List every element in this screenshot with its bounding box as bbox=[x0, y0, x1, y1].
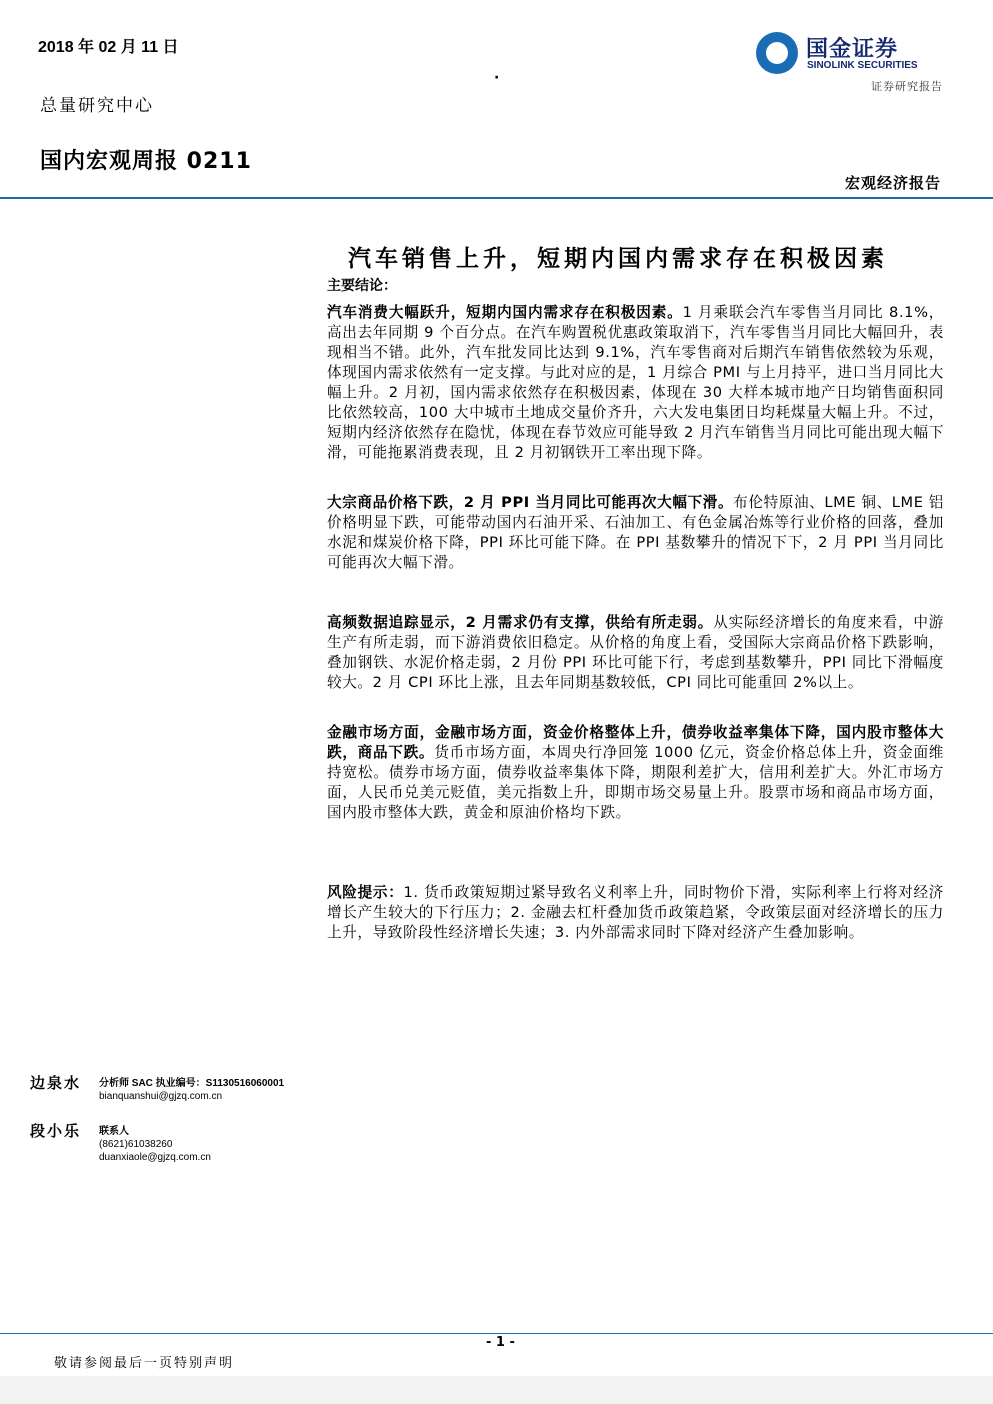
paragraph-risk bbox=[327, 883, 944, 943]
paragraph-text: 1. 货币政策短期过紧导致名义利率上升，同时物价下滑，实际利率上行将对经济增长产生较大的下行压力；2. 金融去杠杆叠加货币政策趋紧，令政策层面对经济增长的压力上升，导致阶段性经济增长失速；3. 内外部需求同时下降对经济产生叠加影响。 bbox=[327, 884, 944, 941]
bottom-bar bbox=[0, 1376, 993, 1404]
main-title: 汽车销售上升，短期内国内需求存在积极因素 bbox=[348, 245, 888, 272]
paragraph-lead: 风险提示： bbox=[327, 884, 404, 901]
paragraph-lead: 大宗商品价格下跌，2 月 PPI 当月同比可能再次大幅下滑。 bbox=[327, 494, 734, 511]
author-name: 段小乐 bbox=[30, 1122, 82, 1140]
paragraph-auto-sales bbox=[327, 303, 944, 463]
author-email[interactable]: duanxiaole@gjzq.com.cn bbox=[99, 1152, 211, 1163]
paragraph-text: 布伦特原油、LME 铜、LME 铝价格明显下跌，可能带动国内石油开采、石油加工、有色金属冶炼等行业价格的回落，叠加水泥和煤炭价格下降，PPI 环比可能下降。在 PPI 基数攀升的情况下下，2 月 PPI 当月同比可能再次大幅下滑。 bbox=[327, 494, 944, 571]
page-number: - 1 - bbox=[486, 1335, 515, 1350]
author-name: 边泉水 bbox=[30, 1074, 82, 1092]
paragraph-financial-market bbox=[327, 723, 944, 823]
paragraph-text: 货币市场方面，本周央行净回笼 1000 亿元，资金价格总体上升，资金面维持宽松。债券市场方面，债券收益率集体下降，期限利差扩大，信用利差扩大。外汇市场方面，人民币兑美元贬值，美元指数上升，即期市场交易量上升。股票市场和商品市场方面，国内股市整体大跌，黄金和原油价格均下跌。 bbox=[327, 744, 944, 821]
paragraph-lead: 汽车消费大幅跃升，短期内国内需求存在积极因素。 bbox=[327, 304, 683, 321]
paragraph-commodity bbox=[327, 493, 944, 573]
conclusion-label: 主要结论： bbox=[327, 278, 397, 294]
paragraph-text: 1 月乘联会汽车零售当月同比 8.1%，高出去年同期 9 个百分点。在汽车购置税优惠政策取消下，汽车零售当月同比大幅回升，表现相当不错。此外，汽车批发同比达到 9.1%，汽车零售商对后期汽车销售依然较为乐观，体现国内需求依然有一定支撑。与此对应的是，1 月综合 PMI 与上月持平，进口当月同比大幅上升。2 月初，国内需求依然存在积极因素，体现在 30 大样本城市地产日均销售面积同比依然较高，100 大中城市土地成交量价齐升，六大发电集团日均耗煤量大幅上升。不过，短期内经济依然存在隐忧，体现在春节效应可能导致 2 月汽车销售当月同比可能出现大幅下滑，可能拖累消费表现，且 2 月初钢铁开工率出现下降。 bbox=[327, 304, 944, 461]
company-logo bbox=[756, 32, 942, 76]
author-phone: (8621)61038260 bbox=[99, 1139, 173, 1150]
footer-disclaimer: 敬请参阅最后一页特别声明 bbox=[54, 1356, 235, 1371]
header-divider bbox=[0, 197, 993, 199]
footer-divider bbox=[0, 1333, 993, 1334]
report-title: 国内宏观周报 0211 bbox=[40, 149, 252, 174]
paragraph-lead: 金融市场方面，金融市场方面，资金价格整体上升，债券收益率集体下降，国内股市整体大跌，商品下跌。 bbox=[327, 724, 944, 761]
decorative-dot: · bbox=[494, 70, 500, 86]
author-title: 联系人 bbox=[99, 1126, 129, 1137]
paragraph-lead: 高频数据追踪显示，2 月需求仍有支撑，供给有所走弱。 bbox=[327, 614, 714, 631]
paragraph-high-frequency bbox=[327, 613, 944, 693]
report-type: 宏观经济报告 bbox=[844, 174, 941, 192]
paragraph-text: 从实际经济增长的角度来看，中游生产有所走弱，而下游消费依旧稳定。从价格的角度上看，受国际大宗商品价格下跌影响，叠加钢铁、水泥价格走弱，2 月份 PPI 环比可能下行，考虑到基数攀升，PPI 同比下滑幅度较大。2 月 CPI 环比上涨，且去年同期基数较低，CPI 同比可能重回 2%以上。 bbox=[327, 614, 944, 691]
author-info bbox=[99, 1077, 284, 1103]
report-subtitle: 证券研究报告 bbox=[871, 80, 943, 93]
department-name: 总量研究中心 bbox=[40, 96, 154, 116]
logo-mark-icon bbox=[756, 32, 798, 74]
author-info bbox=[99, 1125, 211, 1164]
author-title: 分析师 SAC 执业编号：S1130516060001 bbox=[99, 1078, 285, 1089]
logo-text-cn: 国金证券 bbox=[806, 37, 899, 62]
logo-text-en: SINOLINK SECURITIES bbox=[807, 60, 918, 71]
report-date: 2018 年 02 月 11 日 bbox=[38, 39, 179, 56]
author-email[interactable]: bianquanshui@gjzq.com.cn bbox=[99, 1091, 223, 1102]
